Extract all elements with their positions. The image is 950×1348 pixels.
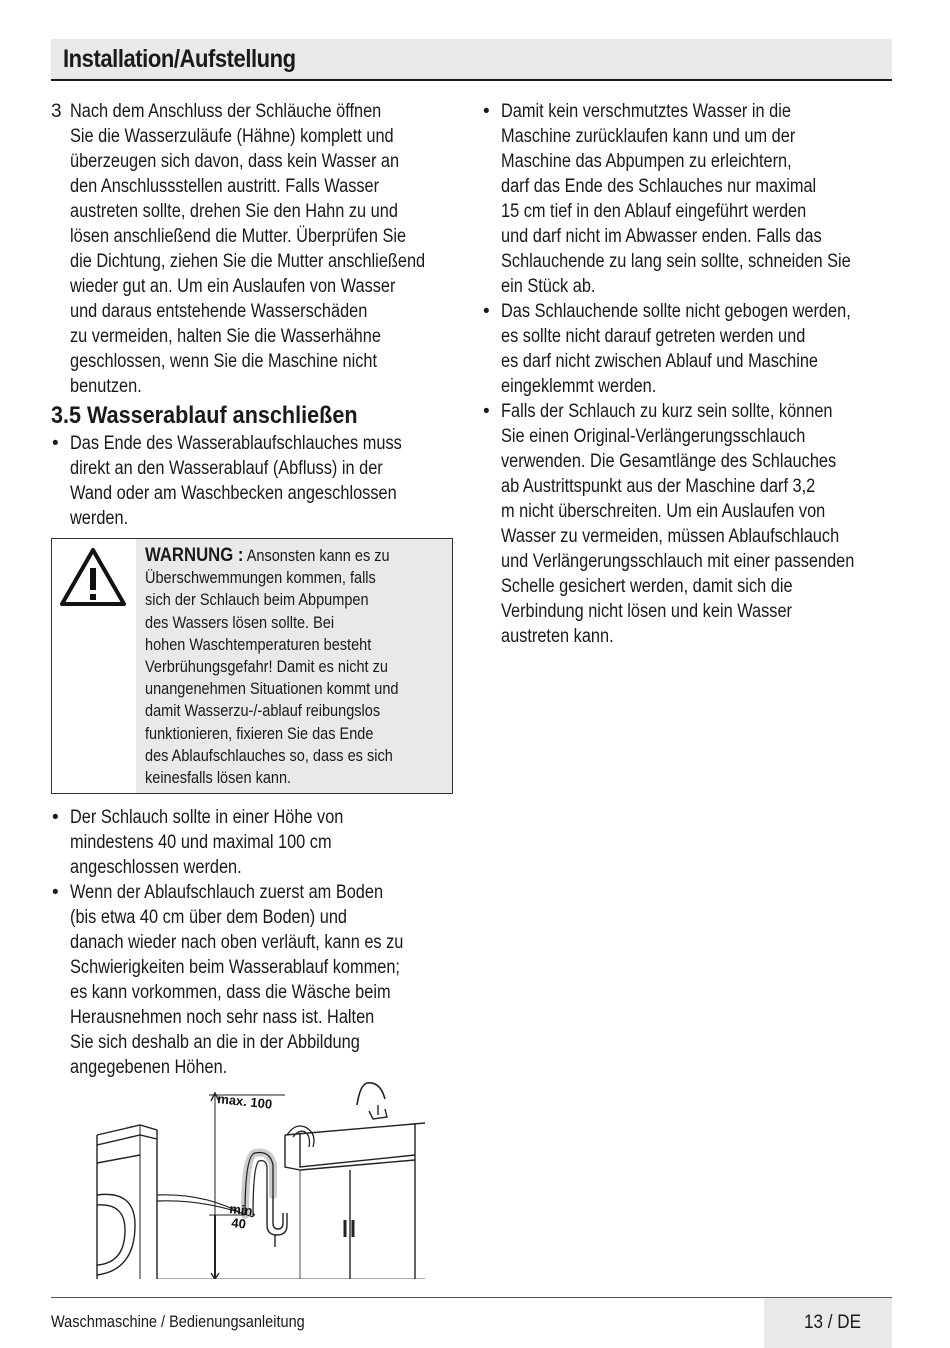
list-item-line: mindestens 40 und maximal 100 cm <box>70 832 332 853</box>
drain-hose-illustration <box>95 1075 425 1279</box>
max-height-label: max. 100 <box>216 1091 273 1112</box>
step-number: 3 <box>51 101 62 122</box>
bullet-icon: • <box>483 401 490 422</box>
list-item-line: es sollte nicht darauf getreten werden und <box>501 326 806 347</box>
warning-line: Verbrühungsgefahr! Damit es nicht zu <box>145 658 388 677</box>
min-height-label: min. <box>228 1201 257 1219</box>
warning-line: unangenehmen Situationen kommt und <box>145 680 399 699</box>
list-item-line: angegebenen Höhen. <box>70 1057 228 1078</box>
warning-line: des Ablaufschlauches so, dass es sich <box>145 746 393 765</box>
warning-text <box>145 545 398 789</box>
step-3-line: und daraus entstehende Wasserschäden <box>70 301 368 322</box>
list-item-line: austreten kann. <box>501 626 614 647</box>
list-item-line: Wenn der Ablaufschlauch zuerst am Boden <box>70 882 384 903</box>
step-3-line: geschlossen, wenn Sie die Maschine nicht <box>70 351 378 372</box>
list-item <box>482 99 894 299</box>
list-item-line: Maschine zurücklaufen kann und um der <box>501 126 796 147</box>
warning-line: Überschwemmungen kommen, falls <box>145 569 376 588</box>
list-item-line: ein Stück ab. <box>501 276 596 297</box>
bullet-icon: • <box>52 433 59 454</box>
warning-line: Ansonsten kann es zu <box>243 547 390 565</box>
step-3-line: benutzen. <box>70 376 142 397</box>
step-3-line: die Dichtung, ziehen Sie die Mutter anschließend <box>70 251 426 272</box>
list-item-line: es darf nicht zwischen Ablauf und Maschine <box>501 351 819 372</box>
list-item-line: Wand oder am Waschbecken angeschlossen <box>70 483 397 504</box>
page-number: 13 / DE <box>804 1312 862 1333</box>
bullet-icon: • <box>483 301 490 322</box>
list-item-line: Schlauchende zu lang sein sollte, schneiden Sie <box>501 251 851 272</box>
step-3-line: Nach dem Anschluss der Schläuche öffnen <box>70 101 382 122</box>
list-item-line: m nicht überschreiten. Um ein Auslaufen von <box>501 501 826 522</box>
list-item-line: angeschlossen werden. <box>70 857 242 878</box>
list-item-line: verwenden. Die Gesamtlänge des Schlauches <box>501 451 837 472</box>
list-item-line: (bis etwa 40 cm über dem Boden) und <box>70 907 348 928</box>
step-3-line: den Anschlussstellen austritt. Falls Wasser <box>70 176 380 197</box>
warning-box <box>51 538 453 794</box>
warning-label: WARNUNG : <box>145 545 244 566</box>
list-item <box>51 431 456 531</box>
step-3-line: zu vermeiden, halten Sie die Wasserhähne <box>70 326 381 347</box>
bullet-icon: • <box>483 101 490 122</box>
list-item-line: eingeklemmt werden. <box>501 376 657 397</box>
footer-document-title: Waschmaschine / Bedienungsanleitung <box>51 1313 305 1331</box>
warning-line: damit Wasserzu-/-ablauf reibungslos <box>145 702 381 721</box>
right-column <box>482 99 894 649</box>
list-item-line: Maschine das Abpumpen zu erleichtern, <box>501 151 792 172</box>
list-item-line: Sie einen Original-Verlängerungsschlauch <box>501 426 806 447</box>
warning-line: sich der Schlauch beim Abpumpen <box>145 591 369 610</box>
warning-line: hohen Waschtemperaturen besteht <box>145 635 372 654</box>
list-item-line: und Verlängerungsschlauch mit einer passenden <box>501 551 855 572</box>
left-column <box>51 99 456 1080</box>
list-item-line: Verbindung nicht lösen und kein Wasser <box>501 601 792 622</box>
bullet-icon: • <box>52 882 59 903</box>
list-item-line: Herausnehmen noch sehr nass ist. Halten <box>70 1007 375 1028</box>
step-3-line: überzeugen sich davon, dass kein Wasser an <box>70 151 400 172</box>
list-item-line: Falls der Schlauch zu kurz sein sollte, können <box>501 401 833 422</box>
list-item <box>51 880 456 1080</box>
list-item-line: Der Schlauch sollte in einer Höhe von <box>70 807 344 828</box>
list-item-line: Das Ende des Wasserablaufschlauches muss <box>70 433 402 454</box>
footer-page-box <box>764 1298 892 1348</box>
list-item-line: darf das Ende des Schlauches nur maximal <box>501 176 817 197</box>
step-3-line: lösen anschließend die Mutter. Überprüfen Sie <box>70 226 407 247</box>
list-item-line: danach wieder nach oben verläuft, kann es zu <box>70 932 404 953</box>
list-item <box>482 399 894 649</box>
page-title: Installation/Aufstellung <box>63 45 296 73</box>
step-3-line: austreten sollte, drehen Sie den Hahn zu und <box>70 201 398 222</box>
list-item-line: und darf nicht im Abwasser enden. Falls das <box>501 226 822 247</box>
list-item-line: Damit kein verschmutztes Wasser in die <box>501 101 791 122</box>
warning-line: keinesfalls lösen kann. <box>145 769 292 788</box>
list-item-line: ab Austrittspunkt aus der Maschine darf 3,2 <box>501 476 816 497</box>
list-item-line: Das Schlauchende sollte nicht gebogen werden, <box>501 301 851 322</box>
page-header <box>51 39 892 81</box>
list-item-line: 15 cm tief in den Ablauf eingeführt werden <box>501 201 807 222</box>
warning-triangle-icon <box>58 546 128 608</box>
list-item-line: Sie sich deshalb an die in der Abbildung <box>70 1032 360 1053</box>
section-heading: 3.5 Wasserablauf anschließen <box>51 402 358 429</box>
list-item-line: direkt an den Wasserablauf (Abfluss) in der <box>70 458 383 479</box>
step-3-line: Sie die Wasserzuläufe (Hähne) komplett und <box>70 126 394 147</box>
list-item-line: Schwierigkeiten beim Wasserablauf kommen; <box>70 957 400 978</box>
list-item-line: Wasser zu vermeiden, müssen Ablaufschlauch <box>501 526 840 547</box>
step-3 <box>51 99 456 399</box>
list-item-line: es kann vorkommen, dass die Wäsche beim <box>70 982 391 1003</box>
list-item <box>51 805 456 880</box>
warning-line: funktionieren, fixieren Sie das Ende <box>145 724 374 743</box>
min-height-value: 40 <box>230 1215 247 1232</box>
list-item-line: Schelle gesichert werden, damit sich die <box>501 576 793 597</box>
list-item-line: werden. <box>70 508 129 529</box>
list-item <box>482 299 894 399</box>
warning-line: des Wassers lösen sollte. Bei <box>145 613 335 632</box>
bullet-icon: • <box>52 807 59 828</box>
step-3-line: wieder gut an. Um ein Auslaufen von Wasser <box>70 276 396 297</box>
